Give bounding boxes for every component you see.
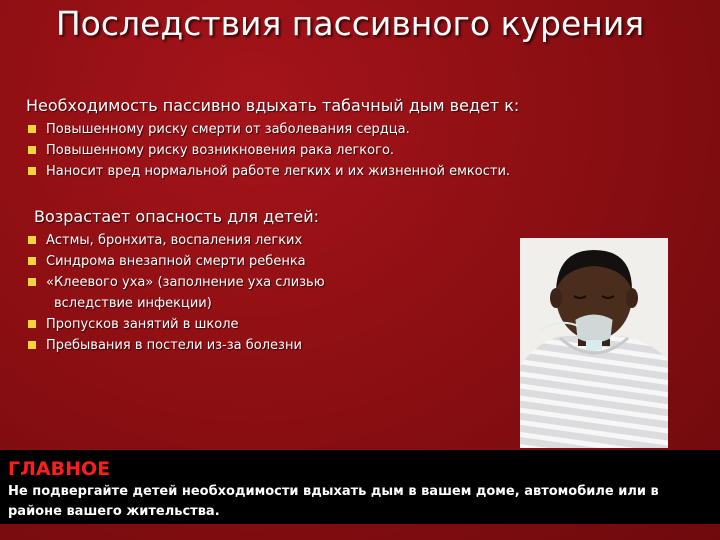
child-risk-text: Пропусков занятий в школе xyxy=(46,317,239,332)
risk-list xyxy=(26,119,656,182)
list-item xyxy=(26,119,656,140)
child-risk-text: Астмы, бронхита, воспаления легких xyxy=(46,233,303,248)
child-risk-text-continuation: вследствие инфекции) xyxy=(54,296,212,311)
risk-item-text: Наносит вред нормальной работе легких и их жизненной емкости. xyxy=(46,164,511,179)
child-with-inhaler-photo xyxy=(520,238,668,448)
child-risk-text: Пребывания в постели из-за болезни xyxy=(46,338,302,353)
list-item xyxy=(26,140,656,161)
bullet-square-icon xyxy=(28,167,36,175)
children-heading: Возрастает опасность для детей: xyxy=(34,207,319,226)
footer-banner xyxy=(0,450,720,524)
list-item xyxy=(26,161,656,182)
footer-text: Не подвергайте детей необходимости вдыхать дым в вашем доме, автомобиле или в районе вашего жительства. xyxy=(8,484,659,519)
bullet-square-icon xyxy=(28,278,36,286)
bullet-square-icon xyxy=(28,125,36,133)
list-item xyxy=(26,314,496,335)
intro-text: Необходимость пассивно вдыхать табачный дым ведет к: xyxy=(26,96,520,115)
bullet-square-icon xyxy=(28,257,36,265)
list-item xyxy=(26,272,496,314)
footer-heading: ГЛАВНОЕ xyxy=(8,458,111,480)
child-risk-text: Синдрома внезапной смерти ребенка xyxy=(46,254,306,269)
bullet-square-icon xyxy=(28,320,36,328)
risk-item-text: Повышенному риску смерти от заболевания сердца. xyxy=(46,122,410,137)
child-illustration xyxy=(520,238,668,448)
bullet-square-icon xyxy=(28,236,36,244)
children-risk-list xyxy=(26,230,496,356)
list-item xyxy=(26,230,496,251)
risk-item-text: Повышенному риску возникновения рака легкого. xyxy=(46,143,395,158)
list-item xyxy=(26,251,496,272)
slide-title: Последствия пассивного курения xyxy=(55,4,645,43)
bullet-square-icon xyxy=(28,341,36,349)
child-risk-text: «Клеевого уха» (заполнение уха слизью xyxy=(46,275,325,290)
list-item xyxy=(26,335,496,356)
bullet-square-icon xyxy=(28,146,36,154)
